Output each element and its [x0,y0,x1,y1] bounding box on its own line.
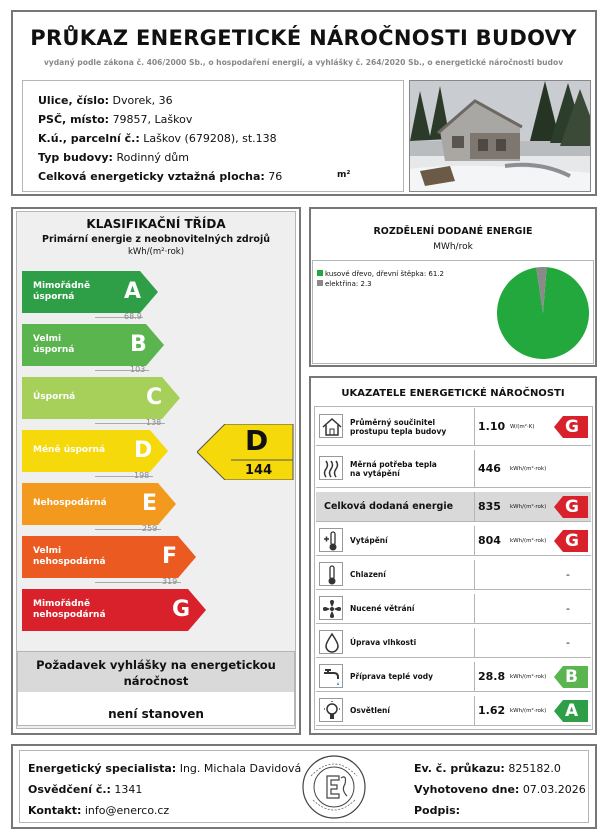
indicator-value: 835 [478,500,501,513]
humidity-icon [319,630,343,654]
indicator-row [316,526,591,556]
indicator-label: Příprava teplé vody [350,672,434,681]
parcel-row [38,132,277,145]
indicators-title: UKAZATELE ENERGETICKÉ NÁROČNOSTI [341,388,565,399]
document-title: PRŮKAZ ENERGETICKÉ NÁROČNOSTI BUDOVY [30,26,577,50]
distribution-legend [317,269,444,289]
indicator-label: Úprava vlhkosti [350,638,417,647]
grade-badge-g: G [554,416,588,442]
document-subtitle: vydaný podle zákona č. 406/2000 Sb., o hospodaření energií, a vyhlášky č. 264/2020 Sb., o energetické náročnosti budov [43,58,564,67]
class-letter: C [146,385,163,410]
class-label: Nehospodárná [33,498,107,508]
indicator-unit: kWh/(m²·rok) [510,708,547,714]
classification-title: KLASIFIKAČNÍ TŘÍDA [86,217,226,231]
threshold-value: 319 [162,577,178,586]
result-value: 144 [245,463,273,478]
indicator-value: - [566,568,570,581]
class-label: Velmi úsporná [33,334,75,355]
threshold-value: 103 [130,365,146,374]
thermometer-plus-icon [319,528,343,552]
threshold-value: 68.9 [124,312,142,321]
parcel-label: K.ú., parcelní č.: [38,132,140,145]
record-label: Ev. č. průkazu: [414,762,505,775]
indicator-value: - [566,602,570,615]
threshold-value: 138 [146,418,162,427]
specialist-value: Ing. Michala Davidová [179,762,302,775]
indicator-unit: kWh/(m²·rok) [510,504,547,510]
class-label: Méně úsporná [33,445,106,455]
legend-item: kusové dřevo, dřevní štěpka: 61.2 [317,269,444,279]
result-marker [197,424,297,480]
heat-need-icon [319,456,343,480]
area-value: 76 [268,170,283,183]
indicator-label: Chlazení [350,570,386,579]
classification-subtitle: Primární energie z neobnovitelných zdrojů [42,234,270,245]
indicator-label: Průměrný součinitel prostupu tepla budovy [350,418,447,436]
classification-unit: kWh/(m²·rok) [127,247,185,257]
signature-label: Podpis: [414,804,461,817]
class-letter: B [130,332,147,357]
lightbulb-icon [319,698,343,722]
class-bar-c [22,377,182,419]
address-row [38,94,173,107]
indicator-row [316,628,591,658]
record-row [414,762,561,775]
distribution-chart [312,260,594,364]
indicator-value: 1.62 [478,704,506,717]
class-bar-g [22,589,208,631]
indicator-label: Nucené větrání [350,604,415,613]
indicator-row [316,662,591,692]
cert-label: Osvědčení č.: [28,783,111,796]
indicator-value: 446 [478,462,501,475]
contact-row [28,804,169,817]
cert-row [28,783,142,796]
indicator-unit: kWh/(m²·rok) [510,538,547,544]
specialist-row [28,762,301,775]
contact-link[interactable]: info@enerco.cz [84,804,170,817]
threshold-value: 259 [142,524,158,533]
threshold-value: 198 [134,471,150,480]
result-letter: D [245,424,269,457]
thermometer-icon [319,562,343,586]
specialist-label: Energetický specialista: [28,762,177,775]
type-row [38,151,189,164]
class-bar-e [22,483,178,525]
indicator-unit: W/(m²·K) [510,424,535,430]
indicator-value: - [566,636,570,649]
zip-value: 79857, Laškov [112,113,193,126]
indicator-unit: kWh/(m²·rok) [510,674,547,680]
cert-value: 1341 [114,783,143,796]
requirement-box [17,651,295,726]
distribution-title: ROZDĚLENÍ DODANÉ ENERGIE [373,226,533,237]
distribution-pie [493,263,593,363]
legend-item: elektřina: 2.3 [317,279,444,289]
address-value: Dvorek, 36 [112,94,173,107]
record-value: 825182.0 [508,762,561,775]
area-unit: m² [337,170,351,180]
indicator-row [316,696,591,726]
grade-badge-g: G [554,530,588,556]
class-bar-d [22,430,170,472]
class-letter: A [124,279,142,304]
type-label: Typ budovy: [38,151,113,164]
specialist-stamp [301,754,367,820]
area-row [38,170,282,183]
class-letter: G [172,597,191,622]
date-row [414,783,586,796]
indicator-label: Osvětlení [350,706,390,715]
indicator-label: Celková dodaná energie [324,501,454,512]
grade-badge-a: A [554,700,588,726]
class-label: Úsporná [33,392,76,402]
type-value: Rodinný dům [116,151,189,164]
date-value: 07.03.2026 [522,783,586,796]
class-label: Mimořádně úsporná [33,281,91,302]
class-letter: F [162,544,178,569]
class-letter: D [134,438,153,463]
distribution-unit: MWh/rok [433,242,473,252]
indicator-label: Měrná potřeba tepla na vytápění [350,460,437,478]
indicator-value: 1.10 [478,420,506,433]
indicator-row [316,408,591,446]
indicator-row [316,450,591,488]
class-label: Mimořádně nehospodárná [33,599,106,620]
parcel-value: Laškov (679208), st.138 [143,132,277,145]
building-photo [409,80,591,192]
address-label: Ulice, číslo: [38,94,110,107]
date-label: Vyhotoveno dne: [414,783,520,796]
class-bar-a [22,271,160,313]
class-label: Velmi nehospodárná [33,546,106,567]
indicator-row [316,560,591,590]
grade-badge-g: G [554,496,588,522]
indicator-value: 804 [478,534,501,547]
class-bar-f [22,536,198,578]
requirement-title: Požadavek vyhlášky na energetickou náročnost [36,658,276,688]
faucet-icon [319,664,343,688]
class-bar-b [22,324,166,366]
indicator-value: 28.8 [478,670,506,683]
contact-label: Kontakt: [28,804,82,817]
class-letter: E [142,491,158,516]
grade-badge-b: B [554,666,588,692]
requirement-value: není stanoven [108,707,204,721]
house-icon [319,414,343,438]
indicator-row [316,594,591,624]
zip-label: PSČ, místo: [38,113,110,126]
indicator-row [316,492,591,522]
indicator-label: Vytápění [350,536,388,545]
area-label: Celková energeticky vztažná plocha: [38,170,265,183]
indicator-unit: kWh/(m²·rok) [510,466,547,472]
fan-icon [319,596,343,620]
zip-row [38,113,192,126]
